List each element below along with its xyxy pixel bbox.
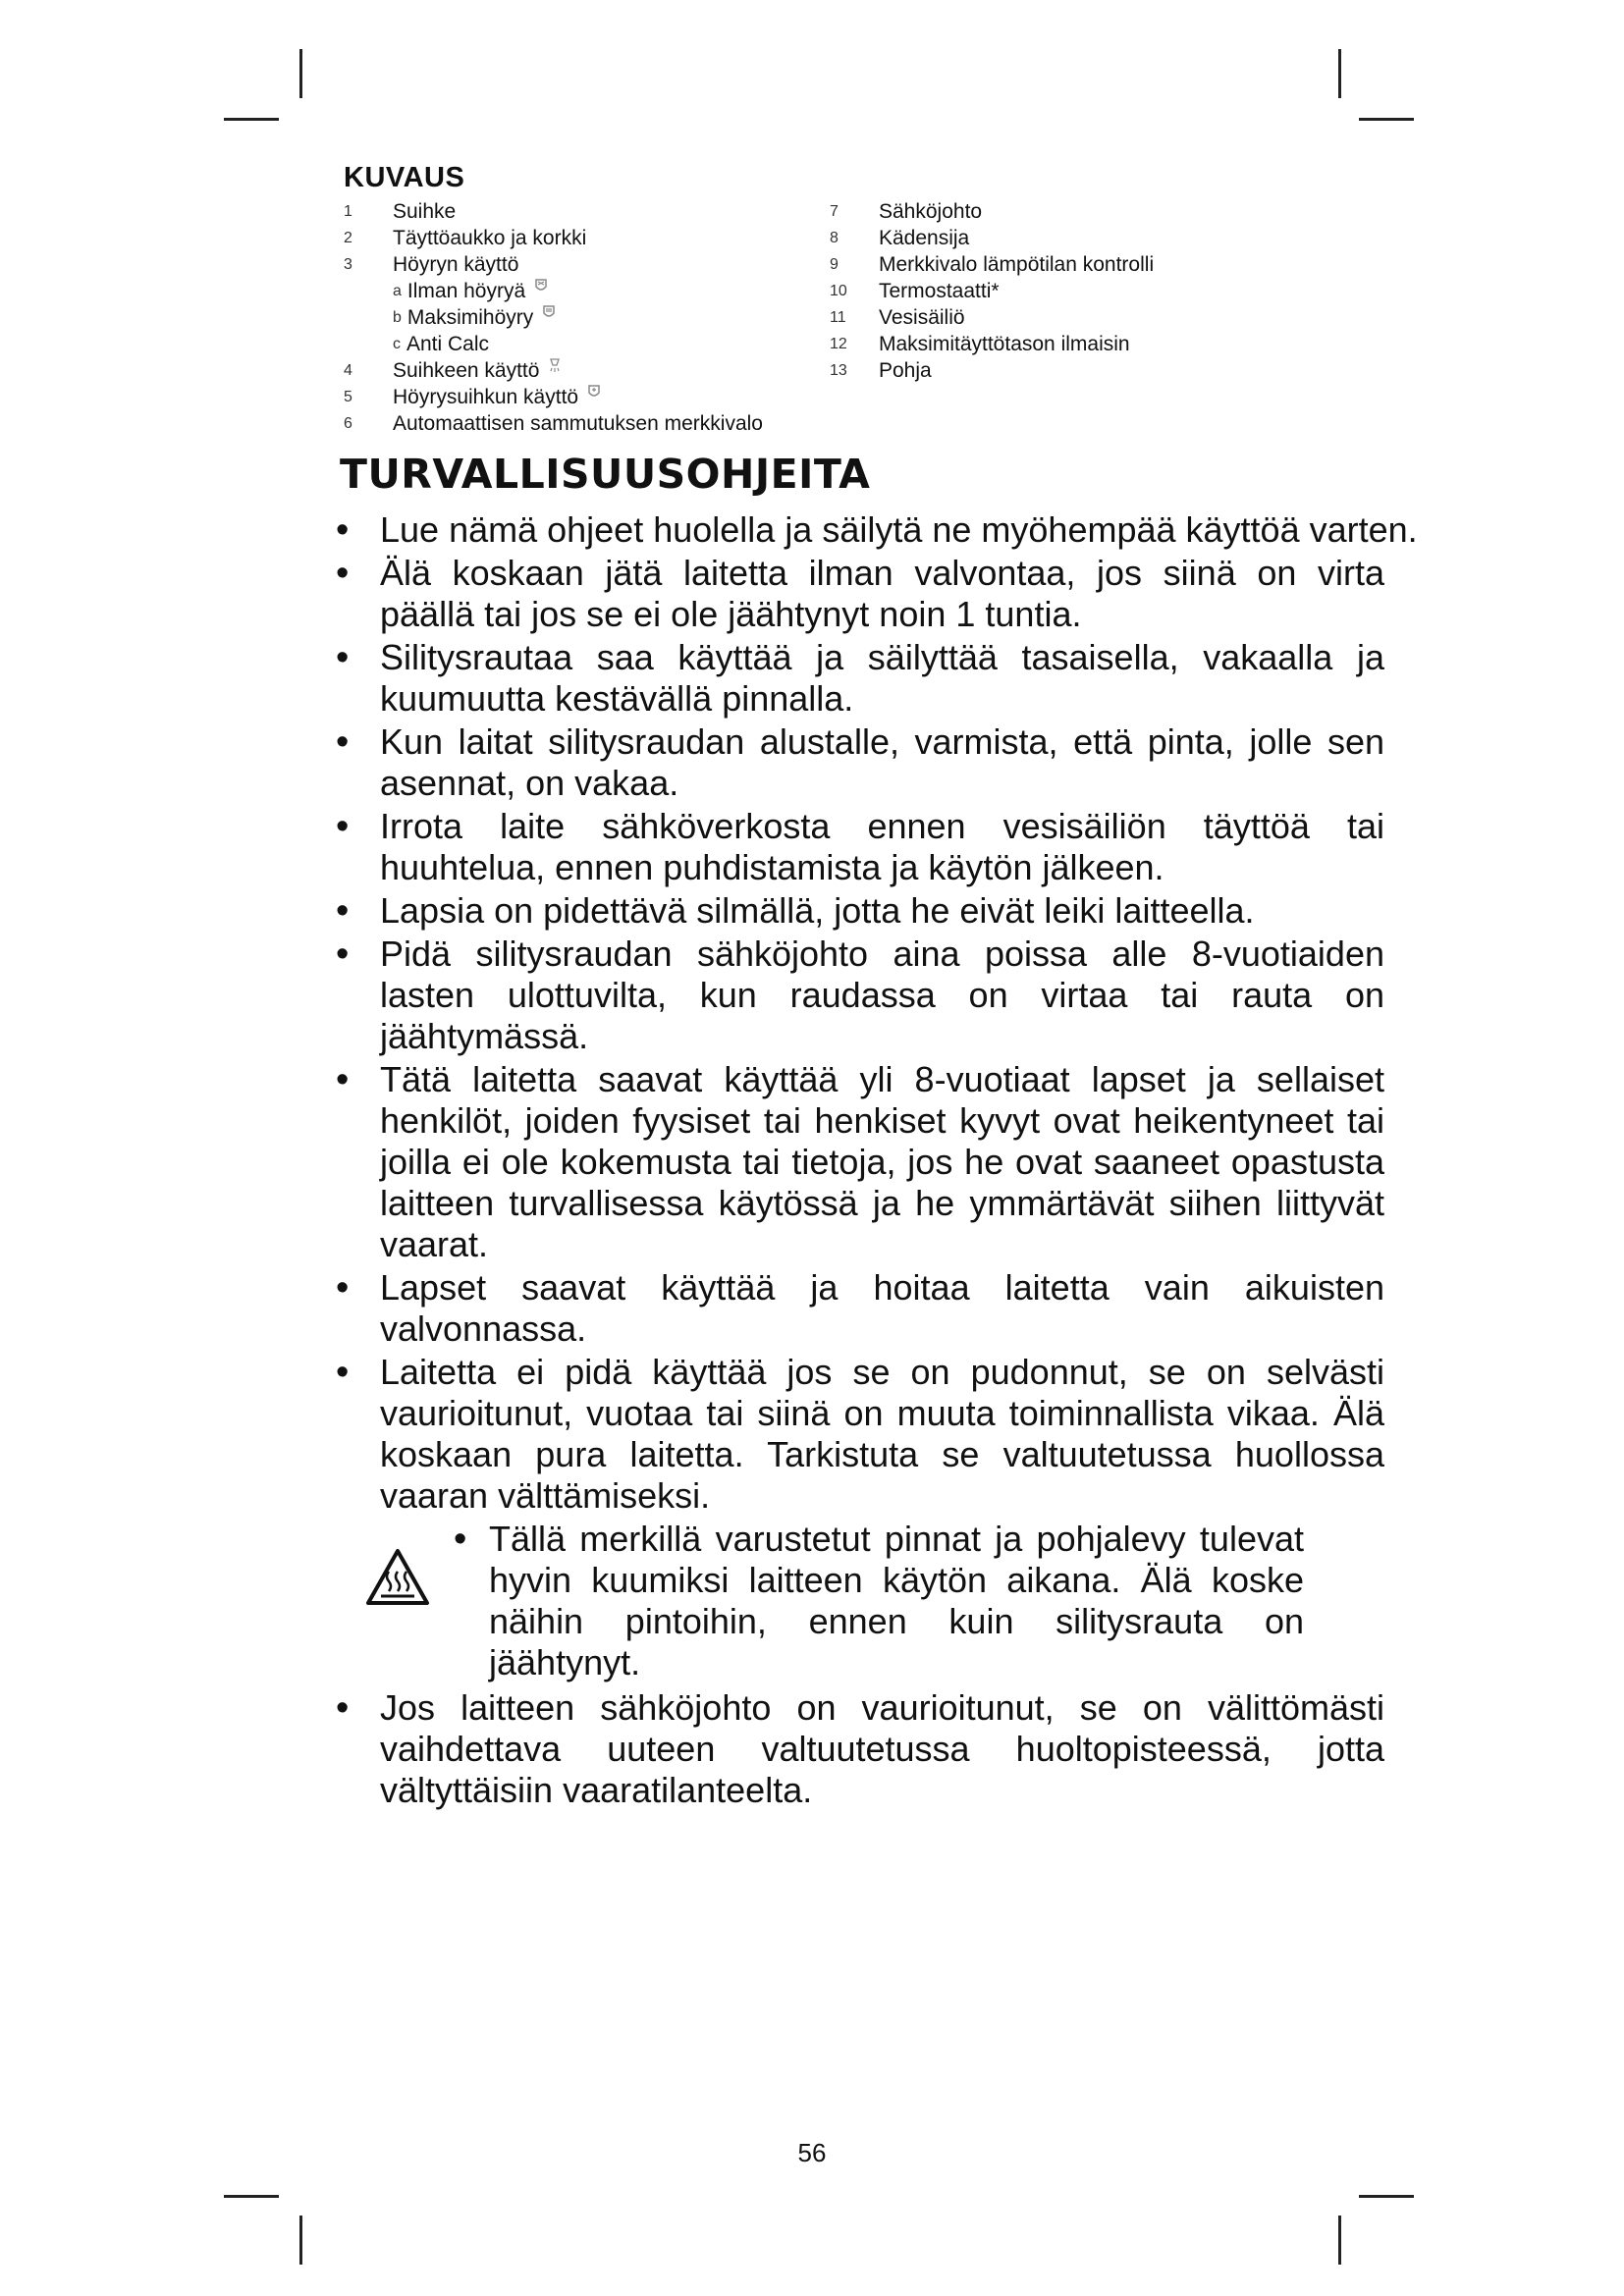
max-steam-icon (541, 304, 557, 331)
no-steam-icon (533, 278, 549, 304)
hot-surface-warning (344, 1519, 1384, 1683)
crop-mark (1338, 2216, 1341, 2265)
hot-surface-warning-icon (344, 1519, 454, 1612)
safety-item: • Kun laitat silitysraudan alustalle, varmista, että pinta, jolle sen asennat, on vakaa. (344, 721, 1384, 804)
part-item: 5 Höyrysuihkun käyttö (344, 384, 830, 410)
safety-title: TURVALLISUUSOHJEITA (340, 451, 871, 498)
crop-mark (224, 2195, 279, 2198)
part-subitem: a Ilman höyryä (344, 278, 830, 304)
part-subitem: b Maksimihöyry (344, 304, 830, 331)
crop-mark (224, 118, 279, 121)
safety-item: • Pidä silitysraudan sähköjohto aina poissa alle 8-vuotiaiden lasten ulottuvilta, kun raudassa on virtaa tai rauta on jäähtymässä. (344, 934, 1384, 1057)
part-item: 13 Pohja (830, 359, 932, 382)
safety-list-end (344, 1687, 1384, 1811)
parts-description (344, 198, 1384, 437)
safety-item: • Lapsia on pidettävä silmällä, jotta he eivät leiki laitteella. (344, 890, 1384, 932)
warning-text: • Tällä merkillä varustetut pinnat ja pohjalevy tulevat hyvin kuumiksi laitteen käytön aikana. Älä koske näihin pintoihin, ennen kuin silitysrauta on jäähtynyt. (454, 1519, 1304, 1683)
crop-mark (299, 2216, 302, 2265)
part-item: 11 Vesisäiliö (830, 306, 965, 329)
steam-burst-icon (586, 384, 602, 410)
kuvaus-title: KUVAUS (344, 162, 465, 193)
part-item: 2 Täyttöaukko ja korkki (344, 227, 587, 249)
part-item: 1 Suihke (344, 200, 457, 223)
safety-list (344, 509, 1418, 1517)
safety-item: • Tätä laitetta saavat käyttää yli 8-vuotiaat lapset ja sellaiset henkilöt, joiden fyysiset tai henkiset kyvyt ovat heikentyneet tai joilla ei ole kokemusta tai tietoja, jos he ovat saaneet opastusta laitteen turvallisessa käytössä ja he ymmärtävät siihen liittyvät vaarat. (344, 1059, 1384, 1265)
safety-item: • Lue nämä ohjeet huolella ja säilytä ne myöhempää käyttöä varten. (344, 509, 1421, 551)
part-item: 6 Automaattisen sammutuksen merkkivalo (344, 412, 763, 435)
parts-list-left (344, 198, 830, 437)
safety-item: • Jos laitteen sähköjohto on vaurioitunut, se on välittömästi vaihdettava uuteen valtuutetussa huoltopisteessä, jotta vältyttäisiin vaaratilanteelta. (344, 1687, 1384, 1811)
crop-mark (299, 49, 302, 98)
crop-mark (1338, 49, 1341, 98)
parts-list-right (830, 198, 1154, 437)
safety-item: • Irrota laite sähköverkosta ennen vesisäiliön täyttöä tai huuhtelua, ennen puhdistamista ja käytön jälkeen. (344, 806, 1384, 888)
page-number: 56 (797, 2138, 827, 2167)
part-subitem: c Anti Calc (393, 333, 490, 355)
page-content (340, 162, 1418, 1813)
part-item: 8 Kädensija (830, 227, 970, 249)
part-item: 4 Suihkeen käyttö (344, 357, 830, 384)
part-item: 12 Maksimitäyttötason ilmaisin (830, 333, 1130, 355)
part-item: 9 Merkkivalo lämpötilan kontrolli (830, 253, 1155, 276)
safety-item: • Silitysrautaa saa käyttää ja säilyttää tasaisella, vakaalla ja kuumuutta kestävällä pinnalla. (344, 637, 1384, 720)
safety-item: • Lapset saavat käyttää ja hoitaa laitetta vain aikuisten valvonnassa. (344, 1267, 1384, 1350)
crop-mark (1359, 118, 1414, 121)
safety-item: • Älä koskaan jätä laitetta ilman valvontaa, jos siinä on virta päällä tai jos se ei ole jäähtynyt noin 1 tuntia. (344, 553, 1384, 635)
crop-mark (1359, 2195, 1414, 2198)
safety-item: • Laitetta ei pidä käyttää jos se on pudonnut, se on selvästi vaurioitunut, vuotaa tai siinä on muuta toiminnallista vikaa. Älä koskaan pura laitetta. Tarkistuta se valtuutetussa huollossa vaaran välttämiseksi. (344, 1352, 1384, 1517)
part-item: 3 Höyryn käyttö (344, 253, 519, 276)
part-item: 7 Sähköjohto (830, 200, 983, 223)
spray-icon (547, 357, 563, 384)
part-item: 10 Termostaatti* (830, 280, 1000, 302)
